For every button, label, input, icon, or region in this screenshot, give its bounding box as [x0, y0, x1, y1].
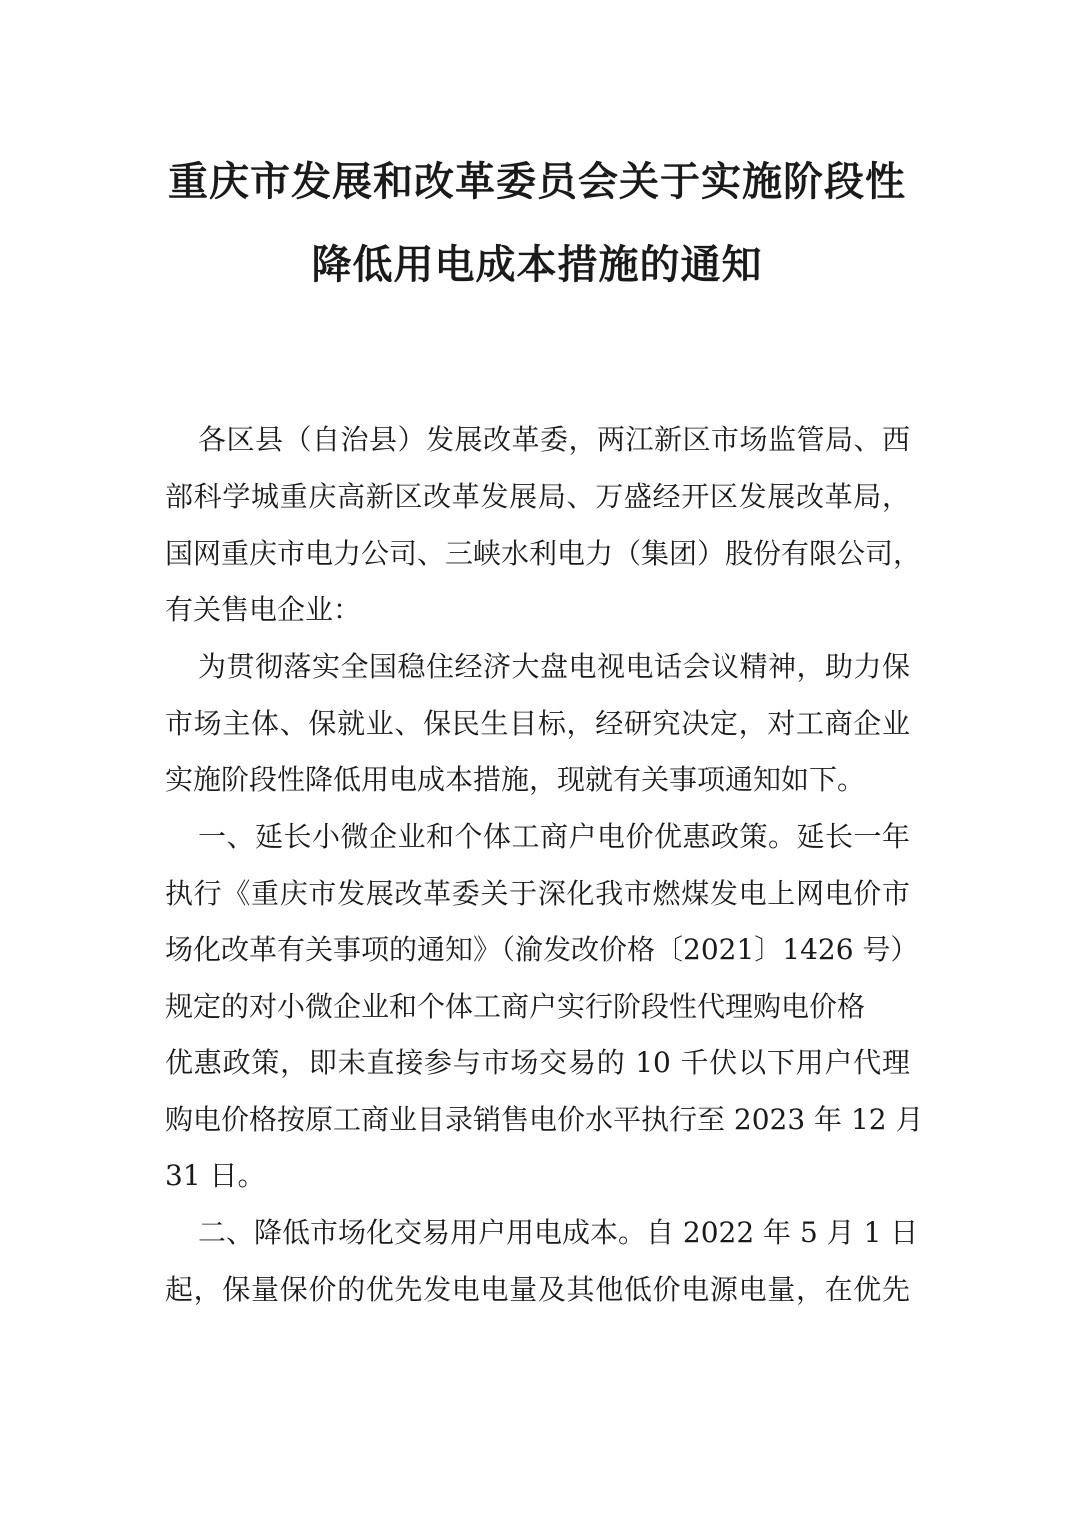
recipients-line-2: 部科学城重庆高新区改革发展局、万盛经开区发展改革局，: [165, 480, 910, 513]
section2-line-1: 二、降低市场化交易用户用电成本。自 2022 年 5 月 1 日: [198, 1216, 919, 1249]
intro-line-3: 实施阶段性降低用电成本措施，现就有关事项通知如下。: [165, 763, 866, 796]
section1-line-1: 一、延长小微企业和个体工商户电价优惠政策。延长一年: [198, 820, 910, 853]
section1-line-7: 31 日。: [165, 1159, 266, 1192]
recipients-line-1: 各区县（自治县）发展改革委，两江新区市场监管局、西: [198, 423, 910, 456]
intro-line-1: 为贯彻落实全国稳住经济大盘电视电话会议精神，助力保: [198, 650, 910, 683]
recipients-line-3: 国网重庆市电力公司、三峡水利电力（集团）股份有限公司，: [165, 537, 922, 570]
section2-line-2: 起，保量保价的优先发电电量及其他低价电源电量，在优先: [165, 1273, 910, 1306]
recipients-line-4: 有关售电企业：: [165, 593, 362, 626]
section1-line-3: 场化改革有关事项的通知》（渝发改价格〔2021〕1426 号）: [165, 933, 919, 966]
section1-line-6: 购电价格按原工商业目录销售电价水平执行至 2023 年 12 月: [165, 1103, 924, 1136]
section1-line-5: 优惠政策，即未直接参与市场交易的 10 千伏以下用户代理: [165, 1046, 910, 1079]
document-title-line-1: 重庆市发展和改革委员会关于实施阶段性: [168, 159, 906, 205]
intro-line-2: 市场主体、保就业、保民生目标，经研究决定，对工商企业: [165, 707, 910, 740]
section1-line-4: 规定的对小微企业和个体工商户实行阶段性代理购电价格: [165, 990, 866, 1023]
section1-line-2: 执行《重庆市发展改革委关于深化我市燃煤发电上网电价市: [165, 877, 910, 910]
document-title-line-2: 降低用电成本措施的通知: [311, 242, 763, 288]
